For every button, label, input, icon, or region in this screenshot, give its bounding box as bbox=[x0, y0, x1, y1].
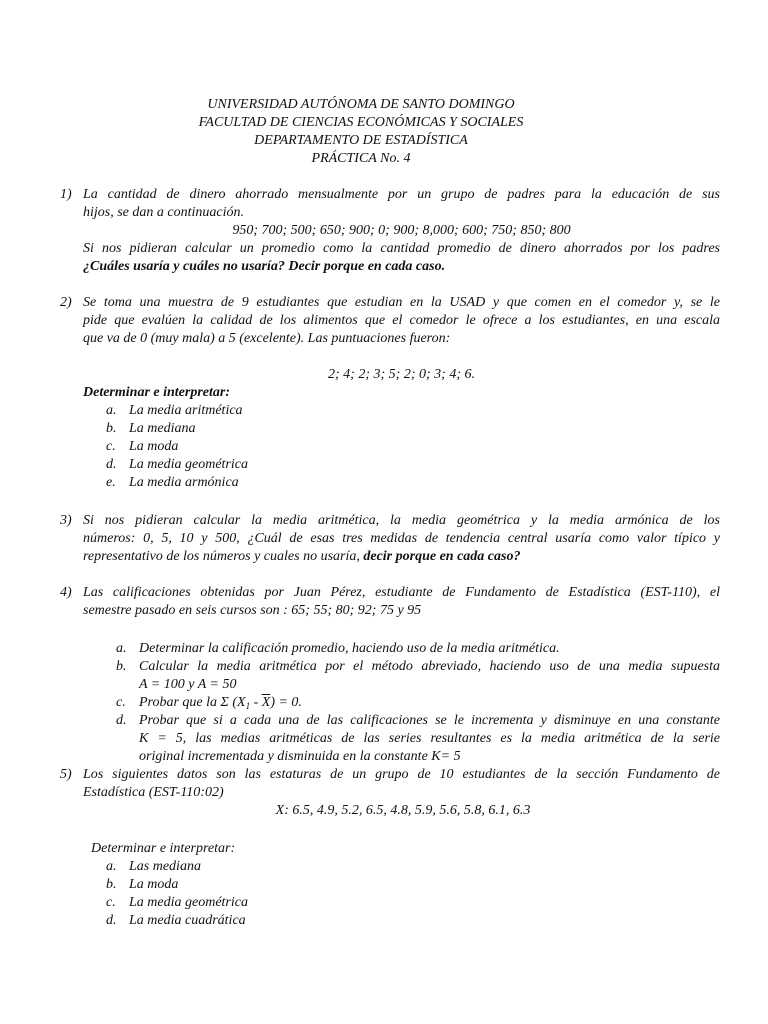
list-item-letter: b. bbox=[106, 421, 117, 436]
question-text: hijos, se dan a continuación. bbox=[83, 205, 244, 220]
question-text: que va de 0 (muy mala) a 5 (excelente). Las puntuaciones fueron: bbox=[83, 331, 451, 346]
list-item: Calcular la media aritmética por el método abreviado, haciendo uso de una media supuesta bbox=[139, 659, 720, 674]
list-item: La moda bbox=[129, 439, 179, 454]
question-number: 1) bbox=[60, 187, 72, 202]
practice-title: PRÁCTICA No. 4 bbox=[311, 151, 411, 166]
question-text: Si nos pidieran calcular la media aritmética, la media geométrica y la media armónica de los bbox=[83, 513, 720, 528]
question-text: Se toma una muestra de 9 estudiantes que estudian en la USAD y que comen en el comedor y, se le bbox=[83, 295, 720, 310]
question-text: números: 0, 5, 10 y 500, ¿Cuál de esas tres medidas de tendencia central usaría como valor típico y bbox=[83, 531, 720, 546]
question-prompt: ¿Cuáles usaría y cuáles no usaría? Decir porque en cada caso. bbox=[83, 259, 446, 274]
question-text: semestre pasado en seis cursos son : 65; 55; 80; 92; 75 y 95 bbox=[83, 603, 422, 618]
formula-text: ) = 0. bbox=[270, 695, 302, 710]
question-text-segment: representativo de los números y cuales no usaría, bbox=[83, 549, 364, 564]
list-item: La moda bbox=[129, 877, 179, 892]
data-values: 950; 700; 500; 650; 900; 0; 900; 8,000; 600; 750; 850; 800 bbox=[232, 223, 571, 238]
question-number: 3) bbox=[60, 513, 72, 528]
x-bar-symbol: $\overline{X}$ bbox=[261, 695, 271, 710]
question-text: Los siguientes datos son las estaturas de un grupo de 10 estudiantes de la sección Fundamento de bbox=[83, 767, 720, 782]
data-values: 2; 4; 2; 3; 5; 2; 0; 3; 4; 6. bbox=[328, 367, 475, 382]
university-name: UNIVERSIDAD AUTÓNOMA DE SANTO DOMINGO bbox=[207, 97, 515, 112]
list-item-letter: a. bbox=[106, 403, 117, 418]
question-prompt: decir porque en cada caso? bbox=[363, 549, 521, 564]
question-number: 2) bbox=[60, 295, 72, 310]
question-text: Las calificaciones obtenidas por Juan Pérez, estudiante de Fundamento de Estadística (EST-110), el bbox=[83, 585, 720, 600]
list-item-letter: d. bbox=[116, 713, 127, 728]
question-text: Estadística (EST-110:02) bbox=[83, 785, 224, 800]
list-item: Las mediana bbox=[129, 859, 201, 874]
list-item: La media geométrica bbox=[129, 457, 248, 472]
list-item bbox=[139, 694, 302, 712]
list-item-letter: a. bbox=[116, 641, 127, 656]
question-number: 5) bbox=[60, 767, 72, 782]
department-name: DEPARTAMENTO DE ESTADÍSTICA bbox=[254, 133, 468, 148]
list-item-letter: c. bbox=[106, 895, 116, 910]
list-item: La media cuadrática bbox=[129, 913, 246, 928]
list-item-letter: c. bbox=[106, 439, 116, 454]
list-item-letter: b. bbox=[106, 877, 117, 892]
list-item-letter: c. bbox=[116, 695, 126, 710]
formula-subscript: 1 bbox=[245, 701, 251, 711]
list-item: La media armónica bbox=[129, 475, 239, 490]
question-text: Si nos pidieran calcular un promedio como la cantidad promedio de dinero ahorrados por los padres bbox=[83, 241, 720, 256]
section-subtitle: Determinar e interpretar: bbox=[91, 841, 236, 856]
section-subtitle: Determinar e interpretar: bbox=[83, 385, 230, 400]
question-text bbox=[83, 548, 520, 566]
list-item: Probar que si a cada una de las calificaciones se le incrementa y disminuye en una constante bbox=[139, 713, 720, 728]
list-item-letter: e. bbox=[106, 475, 116, 490]
list-item-letter: a. bbox=[106, 859, 117, 874]
list-item: La media geométrica bbox=[129, 895, 248, 910]
list-item: A = 100 y A = 50 bbox=[139, 677, 237, 692]
data-values: X: 6.5, 4.9, 5.2, 6.5, 4.8, 5.9, 5.6, 5.8, 6.1, 6.3 bbox=[275, 803, 531, 818]
faculty-name: FACULTAD DE CIENCIAS ECONÓMICAS Y SOCIALES bbox=[198, 115, 524, 130]
question-text: La cantidad de dinero ahorrado mensualmente por un grupo de padres para la educación de sus bbox=[83, 187, 720, 202]
list-item-letter: d. bbox=[106, 913, 117, 928]
formula-text: Probar que la Σ (X bbox=[139, 695, 246, 710]
question-number: 4) bbox=[60, 585, 72, 600]
list-item: Determinar la calificación promedio, haciendo uso de la media aritmética. bbox=[139, 641, 560, 656]
list-item: K = 5, las medias aritméticas de las series resultantes es la media aritmética de la serie bbox=[139, 731, 720, 746]
formula-text: - bbox=[250, 695, 262, 710]
list-item: original incrementada y disminuida en la constante K= 5 bbox=[139, 749, 461, 764]
list-item: La mediana bbox=[129, 421, 196, 436]
list-item: La media aritmética bbox=[129, 403, 243, 418]
list-item-letter: b. bbox=[116, 659, 127, 674]
list-item-letter: d. bbox=[106, 457, 117, 472]
question-text: pide que evalúen la calidad de los alimentos que el comedor le ofrece a los estudiantes, en una escala bbox=[83, 313, 720, 328]
